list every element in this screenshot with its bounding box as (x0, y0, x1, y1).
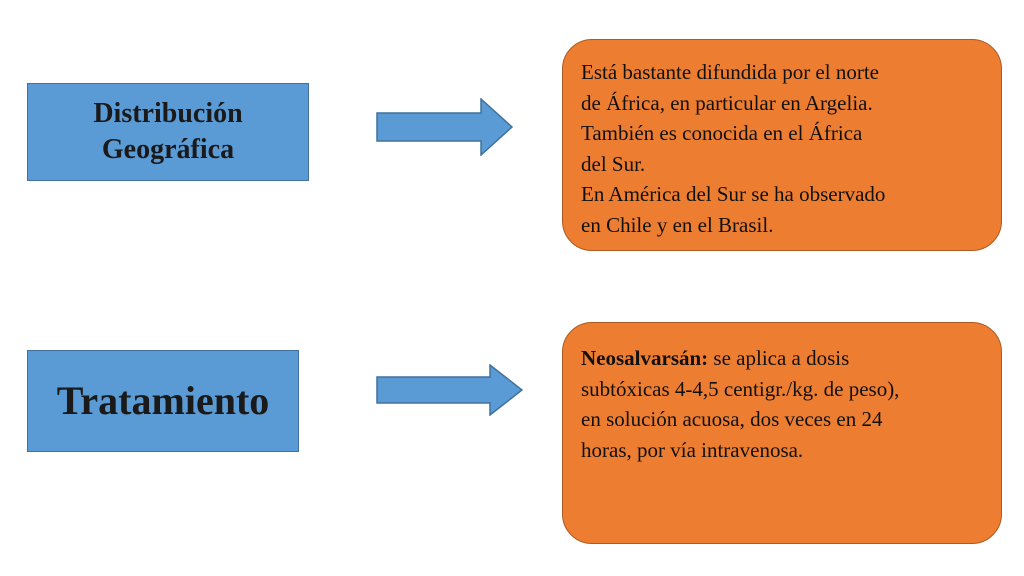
right-arrow-icon (376, 364, 524, 416)
distribucion-title-line2: Geográfica (101, 134, 235, 165)
drug-name: Neosalvarsán: (581, 346, 709, 370)
distribucion-label-box (27, 83, 309, 181)
tratamiento-info-box (562, 322, 1002, 544)
tratamiento-text-line: horas, por vía intravenosa. (581, 437, 804, 462)
distribucion-text-line: del Sur. (581, 151, 646, 176)
distribucion-text-line: en Chile y en el Brasil. (581, 212, 774, 237)
distribucion-title-line1: Distribución (93, 98, 243, 129)
distribucion-text-line: En América del Sur se ha observado (581, 182, 886, 206)
distribucion-info-box (562, 39, 1002, 251)
tratamiento-text-line: subtóxicas 4-4,5 centigr./kg. de peso), (581, 376, 900, 401)
right-arrow-icon (376, 98, 514, 156)
distribucion-text-line: También es conocida en el África (581, 121, 863, 145)
tratamiento-label-box (27, 350, 299, 452)
tratamiento-text-line: en solución acuosa, dos veces en 24 (581, 407, 883, 431)
tratamiento-text-line1-rest: se aplica a dosis (708, 346, 850, 370)
distribucion-text-line: Está bastante difundida por el norte (581, 60, 879, 84)
tratamiento-title: Tratamiento (56, 378, 270, 423)
distribucion-text-line: de África, en particular en Argelia. (581, 90, 873, 115)
distribucion-title (93, 96, 242, 168)
tratamiento-text-first-line (581, 343, 987, 374)
